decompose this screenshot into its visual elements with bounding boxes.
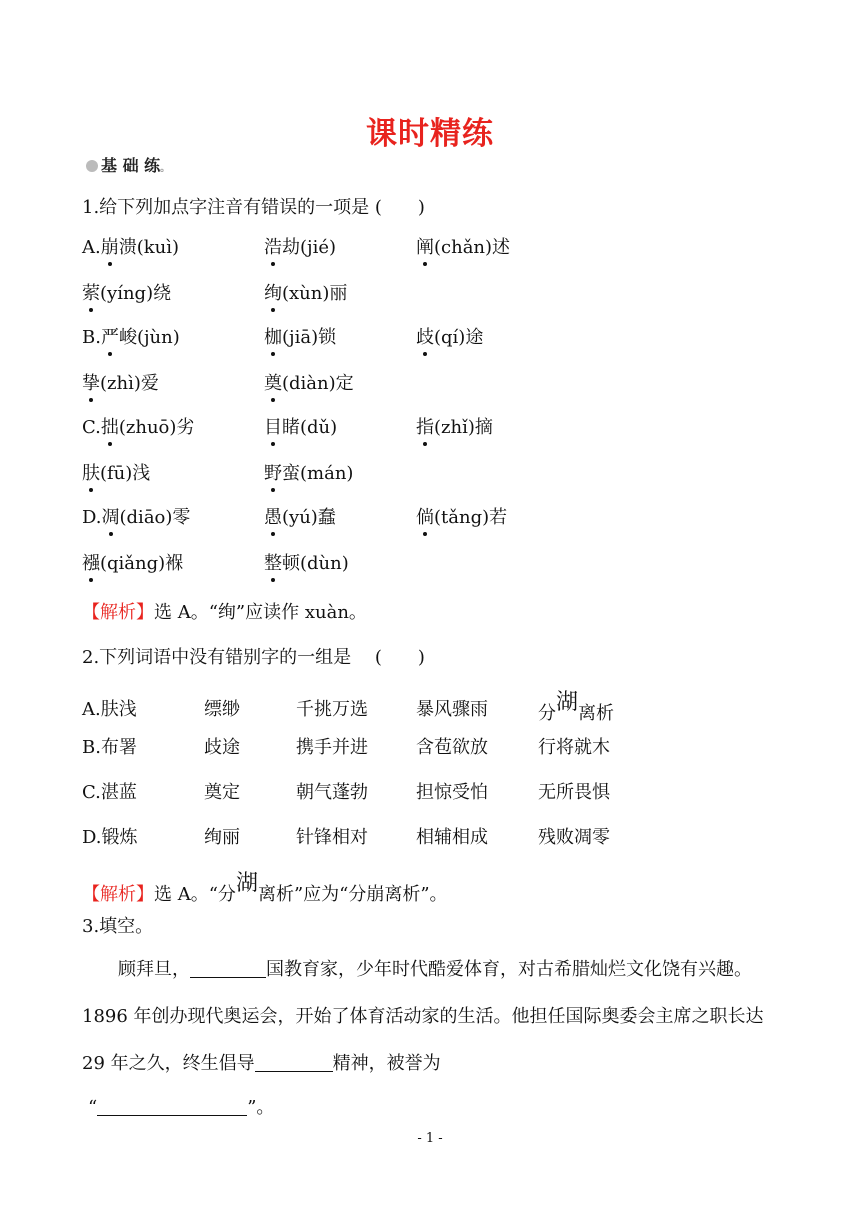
q1-analysis-text: 选 A。“绚”应读作 xuàn。 xyxy=(154,602,367,623)
q2-word: 歧途 xyxy=(204,737,240,758)
q1-option-item xyxy=(82,323,180,349)
option-text: (xùn)丽 xyxy=(282,283,348,304)
option-text: (jié) xyxy=(300,237,337,258)
option-text: (yíng)绕 xyxy=(100,283,172,304)
section-dot: 。 xyxy=(160,163,171,174)
option-letter: A. xyxy=(82,237,101,258)
option-text: (zhǐ)摘 xyxy=(434,417,493,438)
q3-paragraph xyxy=(82,946,782,1087)
q2-word: A.肤浅 xyxy=(82,699,137,720)
option-text: 顿 xyxy=(282,553,300,574)
q1-option-item xyxy=(82,369,159,395)
section-heading xyxy=(86,153,170,176)
option-text: (qiǎng)褓 xyxy=(100,553,184,574)
q2-analysis-text-a: 选 A。“分 xyxy=(154,884,236,905)
q3-blank-country[interactable] xyxy=(190,959,266,978)
dotted-char: 凋 xyxy=(101,507,120,528)
option-text: (jùn) xyxy=(136,327,180,348)
q1-option-item xyxy=(264,323,336,349)
option-text: (zhì)爱 xyxy=(100,373,159,394)
q2-word-part: 行将就木 xyxy=(538,737,610,758)
q2-word: 奠定 xyxy=(204,782,240,803)
option-letter: D. xyxy=(82,507,102,528)
q1-option-item xyxy=(264,503,336,529)
dotted-char: 愚 xyxy=(264,507,282,528)
dotted-char: 阐 xyxy=(416,237,434,258)
q2-analysis-tag: 【解析】 xyxy=(82,884,154,905)
q3-quote-line xyxy=(88,1093,274,1119)
q3-text-2: 国教育家，少年时代酷爱体育，对古希腊灿烂文化饶有兴趣。1896 年创办现代奥运会，开始了体育活动家的生活。他担任国际奥委会主席之职长达 29 年之久，终生倡导 xyxy=(82,959,764,1074)
option-text: (kuì) xyxy=(136,237,180,258)
q3-quote-open: “ xyxy=(88,1097,98,1118)
q1-option-item xyxy=(82,549,183,575)
q1-option-item xyxy=(416,323,483,349)
q2-word: 朝气蓬勃 xyxy=(296,782,368,803)
q2-word-part: 离析 xyxy=(578,703,615,724)
option-text: (mán) xyxy=(300,463,354,484)
q1-analysis-tag: 【解析】 xyxy=(82,602,154,623)
q3-blank-title[interactable] xyxy=(97,1097,247,1116)
q2-word: 缥缈 xyxy=(204,699,240,720)
q1-option-item xyxy=(82,233,179,259)
option-text: 蛮 xyxy=(282,463,300,484)
dotted-char: 指 xyxy=(416,417,434,438)
q2-word: 含苞欲放 xyxy=(416,737,488,758)
q2-analysis xyxy=(82,871,448,907)
dotted-char: 野 xyxy=(264,463,282,484)
q2-word-part: 分 xyxy=(538,703,556,724)
q1-option-item xyxy=(82,459,150,485)
q2-word: 携手并进 xyxy=(296,737,368,758)
q2-big-char: 湖 xyxy=(556,690,579,715)
option-text: (qí)途 xyxy=(434,327,484,348)
q2-word xyxy=(538,778,610,804)
section-label: 基 础 练 xyxy=(101,156,161,175)
q1-option-item xyxy=(416,233,510,259)
q1-option-item xyxy=(82,503,190,529)
q2-word: 绚丽 xyxy=(204,827,240,848)
option-text: (tǎng)若 xyxy=(434,507,508,528)
q2-word xyxy=(538,690,615,726)
dotted-char: 歧 xyxy=(416,327,434,348)
dotted-char: 萦 xyxy=(82,283,100,304)
option-text: (zhuō)劣 xyxy=(118,417,195,438)
q1-option-item xyxy=(264,279,347,305)
q2-word xyxy=(538,733,610,759)
q3-blank-spirit[interactable] xyxy=(255,1053,333,1072)
dotted-char: 目 xyxy=(264,417,282,438)
dotted-char: 倘 xyxy=(416,507,434,528)
section-badge-icon xyxy=(86,160,98,172)
dotted-char: 绚 xyxy=(264,283,282,304)
q1-stem: 1.给下列加点字注音有错误的一项是 ( ) xyxy=(82,197,425,218)
option-text: 峻 xyxy=(118,327,137,348)
dotted-char: 肤 xyxy=(82,463,100,484)
option-text: (yú)蠢 xyxy=(282,507,336,528)
option-text: 睹 xyxy=(282,417,300,438)
dotted-char: 严 xyxy=(100,327,119,348)
q2-word: 担惊受怕 xyxy=(416,782,488,803)
dotted-char: 襁 xyxy=(82,553,100,574)
dotted-char: 枷 xyxy=(264,327,282,348)
option-letter: C. xyxy=(82,417,101,438)
option-text: (fū)浅 xyxy=(100,463,151,484)
q3-text-1: 顾拜旦， xyxy=(118,959,190,980)
q3-quote-close: ”。 xyxy=(247,1097,275,1118)
option-text: (jiā)锁 xyxy=(282,327,337,348)
q2-word: 针锋相对 xyxy=(296,827,368,848)
option-text: (diāo)零 xyxy=(119,507,191,528)
page-number: - 1 - xyxy=(417,1131,443,1146)
q3-stem: 3.填空。 xyxy=(82,916,154,937)
q2-stem: 2.下列词语中没有错别字的一组是 ( ) xyxy=(82,647,425,668)
q1-analysis xyxy=(82,598,367,624)
dotted-char: 拙 xyxy=(100,417,119,438)
q2-word: 暴风骤雨 xyxy=(416,699,488,720)
option-text: (dùn) xyxy=(300,553,349,574)
dotted-char: 奠 xyxy=(264,373,282,394)
q1-option-item xyxy=(264,459,353,485)
q1-option-item xyxy=(264,233,336,259)
dotted-char: 浩 xyxy=(264,237,282,258)
page-title: 课时精练 xyxy=(366,116,494,152)
q2-word xyxy=(538,823,610,849)
dotted-char: 整 xyxy=(264,553,282,574)
q1-option-item xyxy=(416,413,493,439)
option-text: (chǎn)述 xyxy=(434,237,511,258)
q1-option-item xyxy=(264,413,337,439)
q1-option-item xyxy=(416,503,507,529)
q2-word-part: 残败凋零 xyxy=(538,827,610,848)
q1-option-item xyxy=(264,549,349,575)
option-text: (diàn)定 xyxy=(282,373,354,394)
q1-option-item xyxy=(264,369,354,395)
q3-text-3: 精神，被誉为 xyxy=(332,1053,441,1074)
dotted-char: 挚 xyxy=(82,373,100,394)
q2-analysis-text-b: 离析”应为“分崩离析”。 xyxy=(257,884,448,905)
q2-analysis-big-char: 湖 xyxy=(235,871,258,896)
q1-option-item xyxy=(82,413,194,439)
q1-option-item xyxy=(82,279,171,305)
q2-word: D.锻炼 xyxy=(82,827,138,848)
dotted-char: 崩 xyxy=(100,237,119,258)
option-text: 溃 xyxy=(118,237,137,258)
option-text: 劫 xyxy=(282,237,300,258)
q2-word: B.布署 xyxy=(82,737,137,758)
q2-word-part: 无所畏惧 xyxy=(538,782,610,803)
q2-word: C.湛蓝 xyxy=(82,782,137,803)
option-text: (dǔ) xyxy=(300,417,338,438)
q2-word: 千挑万选 xyxy=(296,699,368,720)
option-letter: B. xyxy=(82,327,101,348)
q2-word: 相辅相成 xyxy=(416,827,488,848)
